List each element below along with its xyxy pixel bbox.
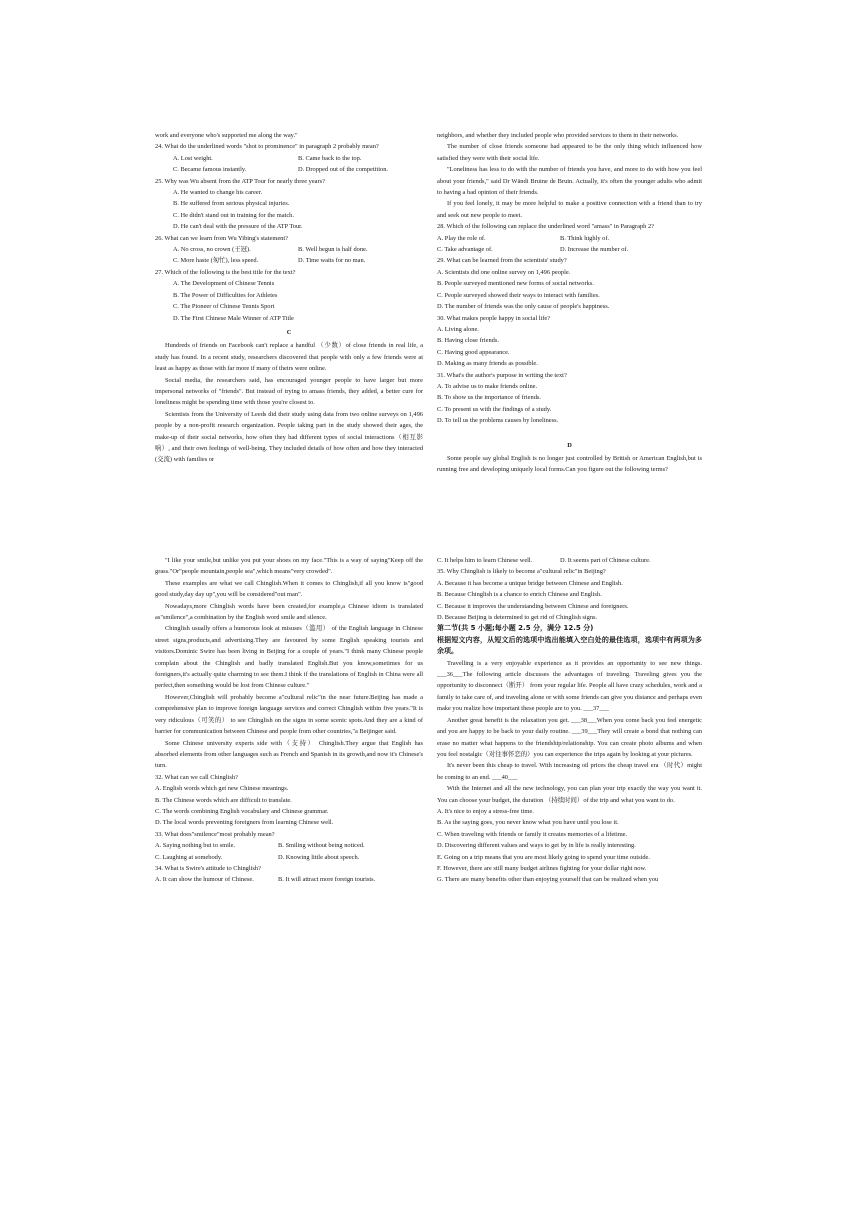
option: D. He can't deal with the pressure of the ATP Tour. — [173, 223, 303, 231]
option: A. It's nice to enjoy a stress-free time. — [437, 807, 534, 815]
section-heading-c: C — [286, 328, 292, 336]
paragraph: Some people say global English is no longer just controlled by British or American English,but is running free and developing uniquely local forms.Can you figure out the following terms? — [437, 454, 702, 474]
section-instructions: 根据短文内容，从短文后的选项中选出能填入空白处的最佳选项，选项中有两项为多余项。 — [437, 635, 702, 656]
option: C. It helps him to learn Chinese well. — [437, 557, 533, 564]
option: G. There are many benefits other than enjoying yourself that can be realized when you — [437, 876, 659, 884]
question-34: 34. What is Swire's attitude to Chinglish? — [155, 864, 261, 872]
option: D. The number of friends was the only cause of people's happiness. — [437, 303, 610, 311]
option: C. The words combining English vocabulary and Chinese grammar. — [155, 807, 329, 815]
question-25: 25. Why was Wu absent from the ATP Tour for nearly three years? — [155, 177, 325, 185]
option: B. Having close friends. — [437, 337, 499, 345]
option: D. The First Chinese Male Winner of ATP Title — [173, 314, 294, 322]
question-27: 27. Which of the following is the best title for the text? — [155, 268, 296, 276]
option: D. Increase the number of. — [560, 246, 629, 254]
option: C. Laughing at somebody. — [155, 853, 223, 861]
option: C. Became famous instantly. — [173, 166, 247, 174]
option: B. The Chinese words which are difficult to translate. — [155, 796, 292, 804]
option: B. Came back to the top. — [298, 154, 362, 162]
option: A. Because it has become a unique bridge between Chinese and English. — [437, 579, 623, 587]
option: B. The Power of Difficulties for Athletes — [173, 291, 278, 299]
page-bottom-right — [437, 555, 702, 886]
option: A. The Development of Chinese Tennis — [173, 280, 275, 288]
option: D. Because Beijing is determined to get rid of Chinglish signs. — [437, 614, 598, 622]
page-top-left — [155, 130, 423, 466]
paragraph: With the Internet and all the new technology, you can plan your trip exactly the way you want it. You can choose your budget, the duration （持续时间）of the trip and what you want to do. — [437, 785, 702, 804]
paragraph: "I like your smile,but unlike you put your shoes on my face."This is a way of saying"Keep off the grass."Or"people mountain,people sea",which means"very crowded". — [155, 557, 423, 576]
paragraph: However,Chinglish will probably become a"cultural relic"in the near future.Beijing has made a comprehensive plan to improve foreign language services and correct Chinglish within five years."It is very ridiculous（可笑的） to see Chinglish on the signs in some scenic spots.And they are a kind of barrier for communication between Chinese and people from other countries,"a Beijinger said. — [155, 693, 423, 736]
question-31: 31. What's the author's purpose in writing the text? — [437, 371, 567, 379]
question-24: 24. What do the underlined words "shot to prominence" in paragraph 2 probably mean? — [155, 143, 379, 151]
paragraph: It's never been this cheap to travel. With increasing oil prices the cheap travel era （时代）might be coming to an end. ___40___ — [437, 762, 702, 781]
question-28: 28. Which of the following can replace the underlined word "amass" in Paragraph 2? — [437, 223, 654, 231]
option: B. Smiling without being noticed. — [278, 842, 365, 850]
option: A. Play the role of. — [437, 234, 486, 242]
option: C. When traveling with friends or family it creates memories of a lifetime. — [437, 830, 628, 838]
paragraph: Hundreds of friends on Facebook can't replace a handful （少数）of close friends in real life, a study has found. In a recent study, researchers discovered that people with only a few friends were at least as happy as those with far more if many of theirs were online. — [155, 342, 423, 373]
option: E. Going on a trip means that you are most likely going to spend your time outside. — [437, 853, 650, 861]
paragraph: Travelling is a very enjoyable experience as it provides an opportunity to see new things. ___36___The following article discusses the advantages of traveling. Traveling gives you the opportunity to disconnect（断开） from your regular life. People all have crazy schedules, work and a family to take care of, and traveling alone or with some friends can give you distance and perhaps even make you realize how important these people are to you. ___37___ — [437, 659, 702, 713]
option: D. Dropped out of the competition. — [298, 166, 388, 174]
question-29: 29. What can be learned from the scientists' study? — [437, 257, 567, 265]
option: B. People surveyed mentioned new forms of social networks. — [437, 280, 594, 288]
option: C. To present us with the findings of a study. — [437, 405, 552, 413]
option: B. It will attract more foreign tourists. — [278, 876, 376, 884]
option: A. English words which get new Chinese meanings. — [155, 785, 289, 793]
option: D. It seems part of Chinese culture. — [560, 557, 651, 564]
question-33: 33. What does"smilence"most probably mean? — [155, 830, 275, 838]
page-bottom-left — [155, 555, 423, 886]
question-32: 32. What can we call Chinglish? — [155, 773, 238, 781]
option: D. Discovering different values and ways to get by in life is really interesting. — [437, 842, 636, 850]
option: A. Lost weight. — [173, 154, 213, 162]
paragraph: Some Chinese university experts side with（支持） Chinglish.They argue that English has absorbed elements from other languages such as French and Spanish in its growth,and now it's Chinese's turn. — [155, 739, 423, 770]
option: B. As the saying goes, you never know what you have until you lose it. — [437, 819, 619, 827]
paragraph: Scientists from the University of Leeds did their study using data from two online surveys on 1,496 people by a non-profit research organization. People taking part in the study showed their ages, the make-up of their social networks, how often they had different types of social interactions（相互影响）, and their own feelings of well-being. They included details of how often and how they interacted (交流) with families or — [155, 410, 423, 464]
paragraph: Chinglish usually offers a humorous look at misuses（滥用） of the English language in Chinese street signs,products,and advertising.They are favoured by some English speaking tourists and visitors.Dominic Swire has been living in Beijing for a couple of years."I think many Chinese people complain about the Chinglish and badly translated English.But you know,sometimes for us foreigners,it's actually quite charming to see them.I think if the translations of English in China were all perfect,then something would be lost from Chinese culture." — [155, 625, 423, 690]
paragraph: The number of close friends someone had appeared to be the only thing which influenced how satisfied they were with their social life. — [437, 143, 702, 162]
option: A. To advise us to make friends online. — [437, 382, 538, 390]
option: B. To show us the importance of friends. — [437, 394, 541, 402]
question-26: 26. What can we learn from Wu Yibing's statement? — [155, 234, 288, 242]
paragraph: If you feel lonely, it may be more helpful to make a positive connection with a friend than to try and seek out new people to meet. — [437, 200, 702, 219]
section-heading-d: D — [567, 441, 572, 449]
option: D. To tell us the problems causes by loneliness. — [437, 417, 559, 425]
paragraph: Another great benefit is the relaxation you get. ___38___When you come back you feel energetic and you are happy to be back to your daily routine. ___39___They will create a bond that nothing can erase no matter what happens to the friendship/relationship. You can create photo albums and when you feel nostalgic（对往事怀恋的）you can experience the trips again by looking at your pictures. — [437, 716, 702, 758]
option: C. People surveyed showed their ways to interact with families. — [437, 291, 600, 299]
option: C. Because it improves the understanding between Chinese and foreigners. — [437, 602, 629, 610]
paragraph: Nowadays,more Chinglish words have been created,for example,a Chinese idiom is translated as"smilence",a combination by the English word smile and silence. — [155, 602, 423, 622]
option: C. More haste (匆忙), less speed. — [173, 257, 259, 265]
option: B. He suffered from serious physical injuries. — [173, 200, 290, 208]
paragraph: Social media, the researchers said, has encouraged younger people to have larger but more impersonal networks of "friends". But instead of trying to amass friends, they added, a better cure for loneliness might be spending time with those you're closest to. — [155, 376, 423, 407]
question-35: 35. Why Chinglish is likely to become a"cultural relic"in Beijing? — [437, 568, 606, 576]
option: D. Time waits for no man. — [298, 257, 366, 265]
question-30: 30. What makes people happy in social life? — [437, 314, 551, 322]
section-title: 第二节(共 5 小题;每小题 2.5 分，满分 12.5 分) — [437, 624, 594, 633]
option: D. The local words preventing foreigners from learning Chinese well. — [155, 819, 334, 827]
option: A. It can show the humour of Chinese. — [155, 876, 254, 884]
option: C. Having good appearance. — [437, 348, 510, 356]
option: C. Take advantage of. — [437, 246, 493, 254]
paragraph: "Loneliness has less to do with the number of friends you have, and more to do with how you feel about your friends," said Dr Wändi Bruine de Bruin. Actually, it's often the younger adults who admit to having a bad opinion of their friends. — [437, 166, 702, 197]
option: C. He didn't stand out in training for the match. — [173, 211, 294, 219]
option: A. No cross, no crown (王冠). — [173, 246, 251, 254]
option: C. The Pioneer of Chinese Tennis Sport — [173, 303, 275, 311]
option: A. Saying nothing but to smile. — [155, 842, 236, 850]
page-top-right — [437, 130, 702, 476]
option: A. He wanted to change his career. — [173, 189, 263, 197]
text-line: work and everyone who's supported me along the way." — [155, 132, 298, 139]
option: D. Making as many friends as possible. — [437, 360, 538, 368]
option: B. Because Chinglish is a chance to enrich Chinese and English. — [437, 591, 602, 599]
option: B. Think highly of. — [560, 234, 610, 242]
option: B. Well begun is half done. — [298, 246, 368, 254]
option: F. However, there are still many budget airlines fighting for your dollar right now. — [437, 864, 647, 872]
option: A. Living alone. — [437, 325, 479, 333]
paragraph: These examples are what we call Chinglish.When it comes to Chinglish,if all you know is"good good study,day day up",you will be considered"out man". — [155, 579, 423, 599]
paragraph: neighbors, and whether they included people who provided services to them in their networks. — [437, 132, 679, 139]
option: D. Knowing little about speech. — [278, 853, 360, 861]
option: A. Scientists did one online survey on 1,496 people. — [437, 268, 571, 276]
